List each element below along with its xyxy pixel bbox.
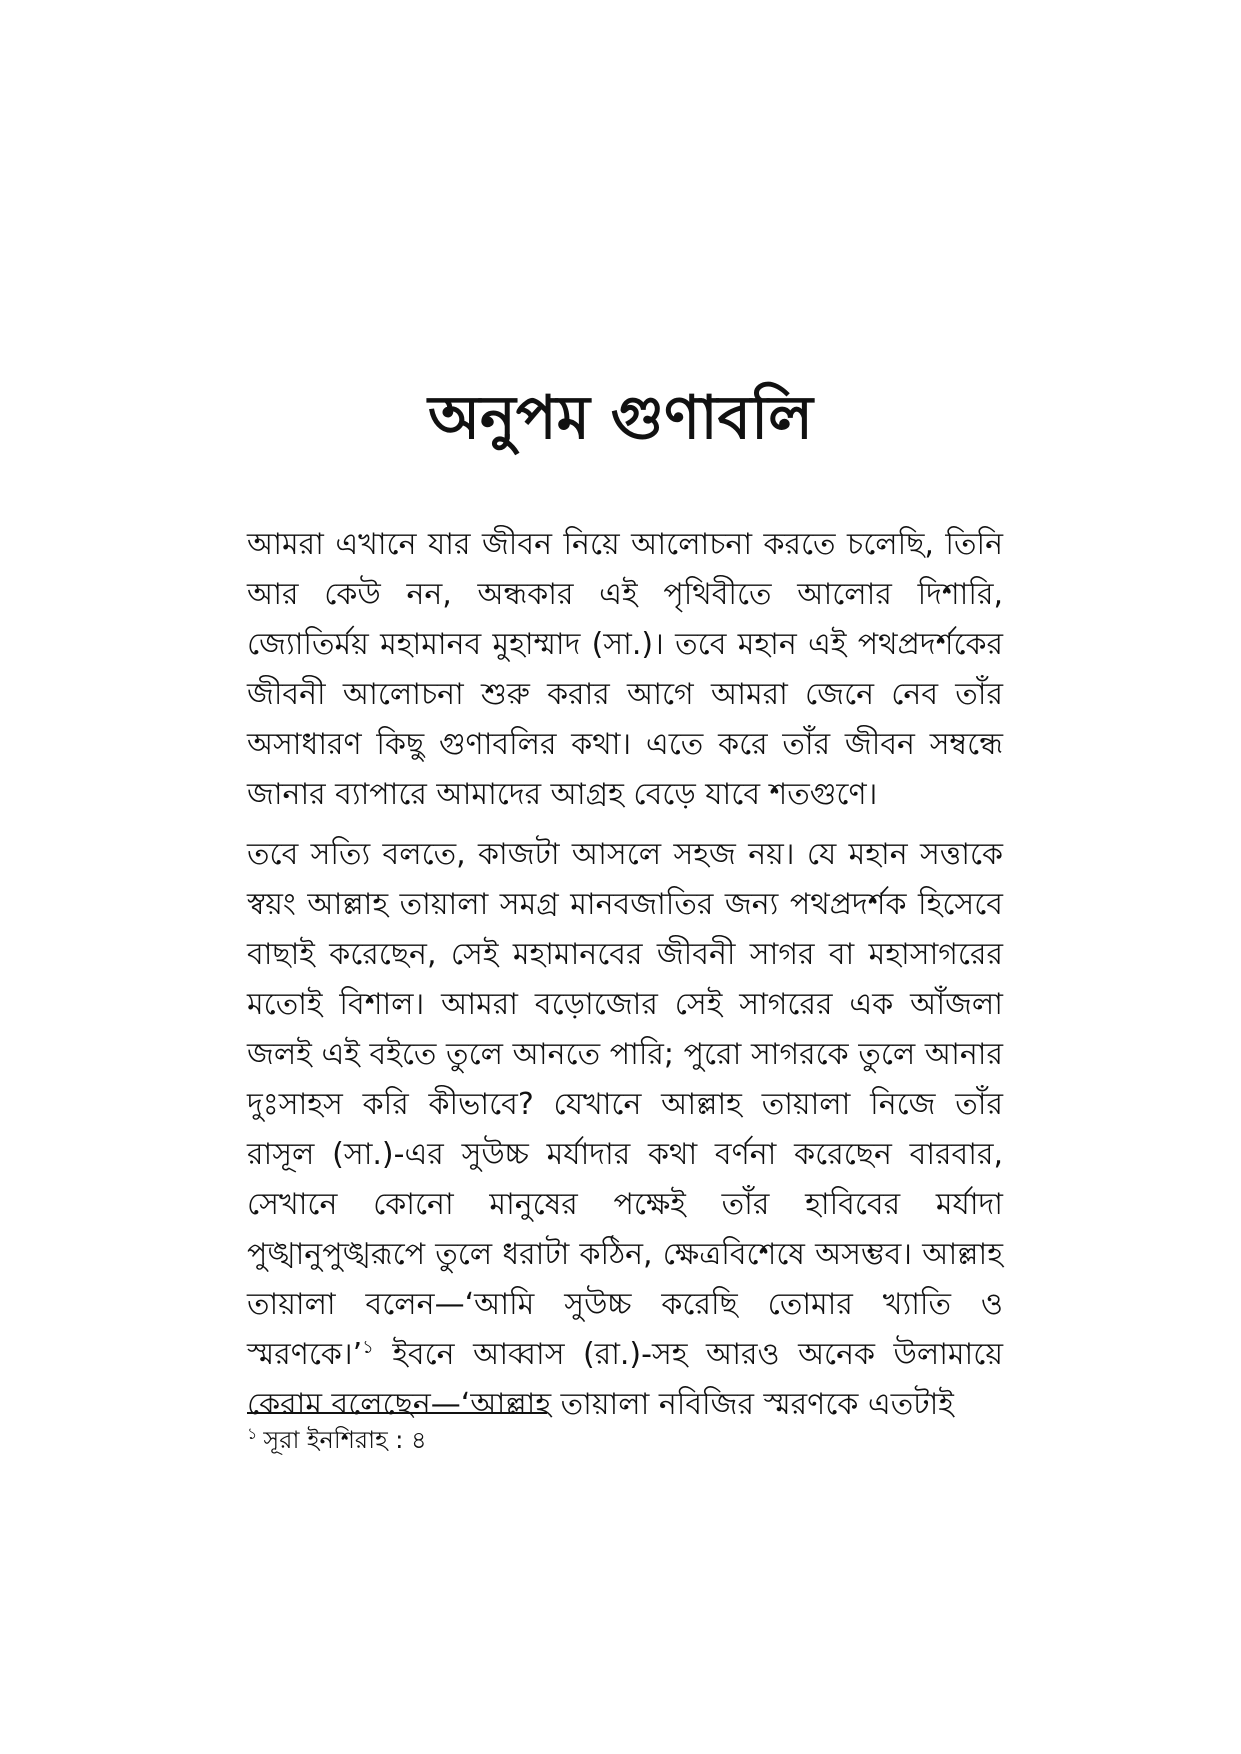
body-text <box>247 520 1003 1430</box>
footnote <box>247 1422 1003 1458</box>
footnote-text: সূরা ইনশিরাহ : ৪ <box>263 1426 427 1454</box>
footnote-number: ১ <box>247 1424 258 1443</box>
paragraph-2-text-after-ref: ইবনে আব্বাস (রা.)-সহ আরও অনেক উলামায়ে কেরাম বলেছেন—‘আল্লাহ তায়ালা নবিজির স্মরণকে এতটাই <box>247 1337 1003 1422</box>
chapter-title: অনুপম গুণাবলি <box>428 383 813 453</box>
paragraph-2-text-before-ref: তবে সত্যি বলতে, কাজটা আসলে সহজ নয়। যে মহান সত্তাকে স্বয়ং আল্লাহ তায়ালা সমগ্র মানবজাতির জন্য পথপ্রদর্শক হিসেবে বাছাই করেছেন, সেই মহামানবের জীবনী সাগর বা মহাসাগরের মতোই বিশাল। আমরা বড়োজোর সেই সাগরের এক আঁজলা জলই এই বইতে তুলে আনতে পারি; পুরো সাগরকে তুলে আনার দুঃসাহস করি কীভাবে? যেখানে আল্লাহ তায়ালা নিজে তাঁর রাসূল (সা.)-এর সুউচ্চ মর্যাদার কথা বর্ণনা করেছেন বারবার, সেখানে কোনো মানুষের পক্ষেই তাঁর হাবিবের মর্যাদা পুঙ্খানুপুঙ্খরূপে তুলে ধরাটা কঠিন, ক্ষেত্রবিশেষে অসম্ভব। আল্লাহ তায়ালা বলেন—‘আমি সুউচ্চ করেছি তোমার খ্যাতি ও স্মরণকে।’ <box>247 837 1003 1372</box>
paragraph-1: আমরা এখানে যার জীবন নিয়ে আলোচনা করতে চলেছি, তিনি আর কেউ নন, অন্ধকার এই পৃথিবীতে আলোর দিশারি, জ্যোতির্ময় মহামানব মুহাম্মাদ (সা.)। তবে মহান এই পথপ্রদর্শকের জীবনী আলোচনা শুরু করার আগে আমরা জেনে নেব তাঁর অসাধারণ কিছু গুণাবলির কথা। এতে করে তাঁর জীবন সম্বন্ধে জানার ব্যাপারে আমাদের আগ্রহ বেড়ে যাবে শতগুণে। <box>247 527 1003 812</box>
footnote-reference: ১ <box>362 1337 374 1358</box>
paragraph-2 <box>247 830 1003 1430</box>
footnote-divider <box>247 1412 547 1414</box>
